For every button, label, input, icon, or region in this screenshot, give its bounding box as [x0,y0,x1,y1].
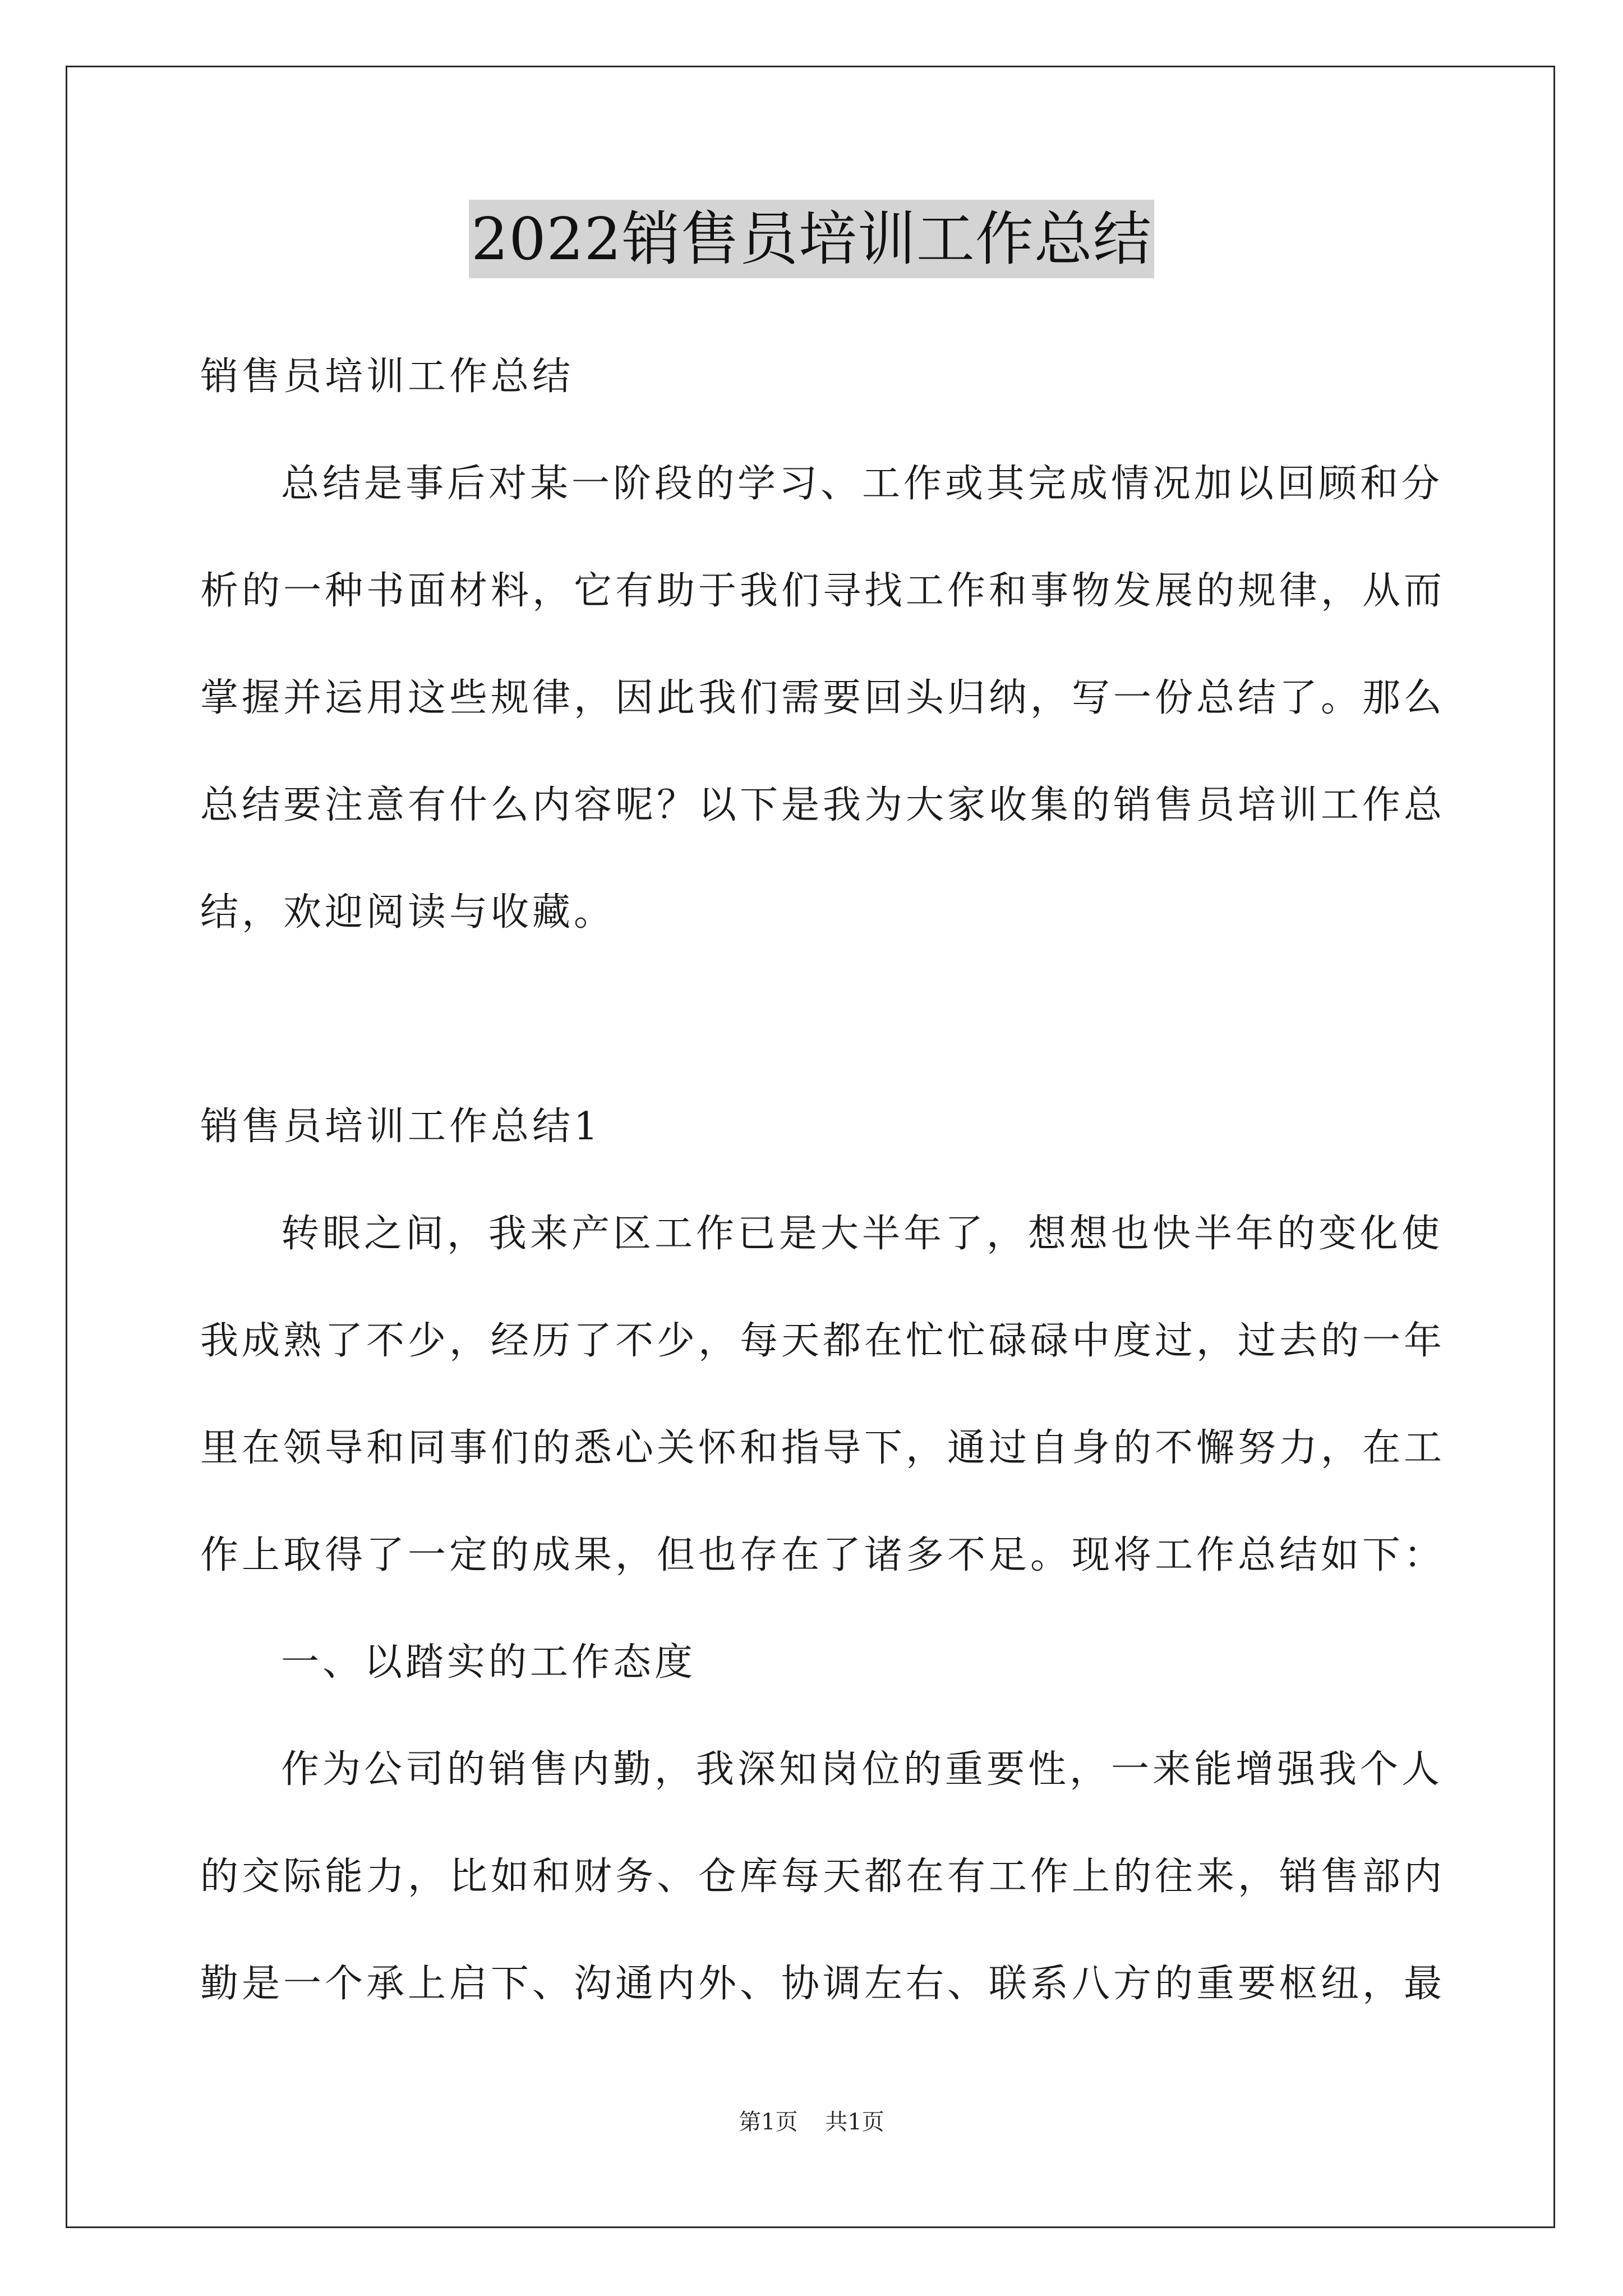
point-line-1: 作为公司的销售内勤，我深知岗位的重要性，一来能增强我个人 [281,1747,1444,1792]
intro-line-4: 总结要注意有什么内容呢？以下是我为大家收集的销售员培训工作总 [200,783,1446,827]
point-line-2: 的交际能力，比如和财务、仓库每天都在有工作上的往来，销售部内 [200,1855,1446,1899]
section-line-3: 里在领导和同事们的悉心关怀和指导下，通过自身的不懈努力，在工 [200,1426,1446,1470]
section-line-1: 转眼之间，我来产区工作已是大半年了，想想也快半年的变化使 [281,1212,1444,1256]
section-line-2: 我成熟了不少，经历了不少，每天都在忙忙碌碌中度过，过去的一年 [200,1319,1446,1363]
page-total: 共1页 [825,2109,884,2135]
intro-line-2: 析的一种书面材料，它有助于我们寻找工作和事物发展的规律，从而 [200,569,1446,613]
title-container [0,200,1623,278]
section-line-4: 作上取得了一定的成果，但也存在了诸多不足。现将工作总结如下： [200,1533,1446,1577]
intro-line-1: 总结是事后对某一阶段的学习、工作或其完成情况加以回顾和分 [281,462,1444,506]
intro-line-3: 掌握并运用这些规律，因此我们需要回头归纳，写一份总结了。那么 [200,676,1446,720]
document-title: 2022销售员培训工作总结 [469,200,1154,278]
document-subtitle: 销售员培训工作总结 [200,355,574,399]
intro-line-5: 结，欢迎阅读与收藏。 [200,890,616,935]
point-heading: 一、以踏实的工作态度 [281,1640,697,1685]
page-number: 第1页 [739,2109,798,2135]
page-footer [0,2107,1623,2137]
section-heading: 销售员培训工作总结1 [200,1105,602,1149]
point-line-3: 勤是一个承上启下、沟通内外、协调左右、联系八方的重要枢纽，最 [200,1962,1446,2006]
